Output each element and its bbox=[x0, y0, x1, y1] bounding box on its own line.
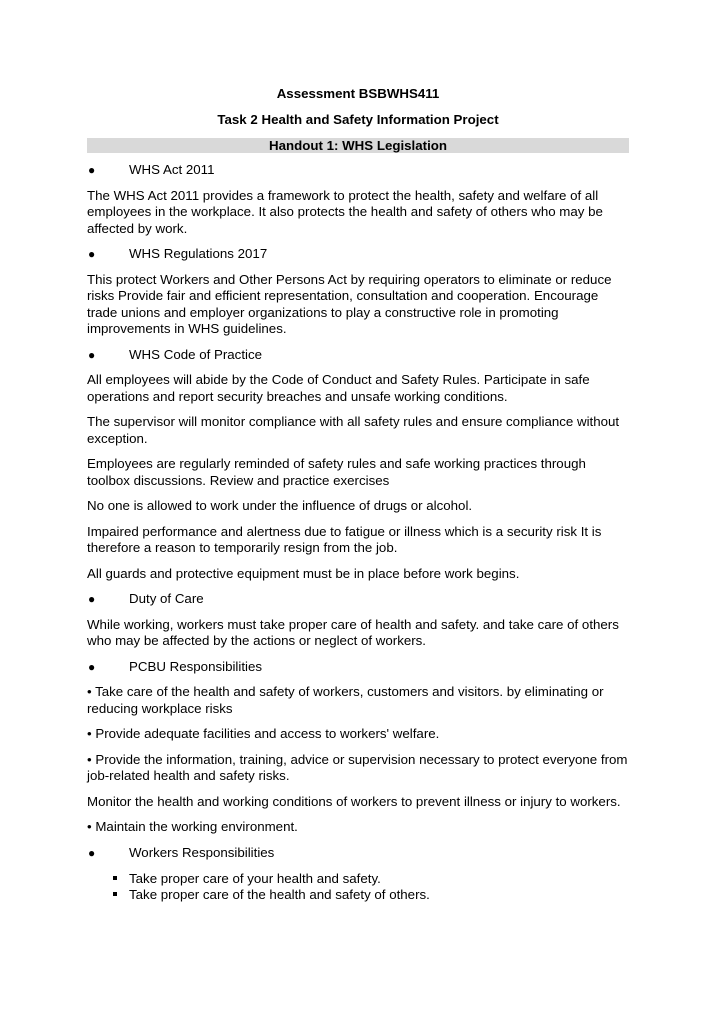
section-heading-code-of-practice bbox=[87, 347, 629, 364]
section-heading-label: WHS Code of Practice bbox=[129, 346, 263, 362]
paragraph: Impaired performance and alertness due to fatigue or illness which is a security risk It is therefore a reason to temporarily resign from the job. bbox=[87, 523, 602, 555]
paragraph: Employees are regularly reminded of safety rules and safe working practices through toolbox discussions. Review and practice exercises bbox=[87, 456, 586, 488]
section-heading-label: PCBU Responsibilities bbox=[129, 658, 263, 674]
document-body bbox=[87, 86, 629, 903]
list-item bbox=[87, 871, 629, 887]
list-item bbox=[87, 887, 629, 903]
paragraph: While working, workers must take proper care of health and safety. and take care of others who may be affected by the actions or neglect of workers. bbox=[87, 616, 619, 648]
square-bullet-icon bbox=[113, 876, 117, 880]
document-title: Assessment BSBWHS411 bbox=[276, 86, 440, 101]
section-heading-whs-regulations bbox=[87, 246, 629, 263]
paragraph: • Take care of the health and safety of workers, customers and visitors. by eliminating or reducing workplace risks bbox=[87, 684, 604, 716]
section-heading-label: Workers Responsibilities bbox=[129, 844, 275, 860]
paragraph: • Maintain the working environment. bbox=[87, 819, 298, 834]
bullet-icon: ● bbox=[88, 347, 96, 362]
handout-banner: Handout 1: WHS Legislation bbox=[87, 138, 629, 153]
bullet-icon: ● bbox=[88, 592, 96, 606]
bullet-icon: ● bbox=[88, 845, 96, 860]
bullet-icon: ● bbox=[88, 659, 96, 674]
section-heading-duty-of-care bbox=[87, 591, 629, 608]
bullet-icon: ● bbox=[88, 163, 96, 177]
paragraph: All guards and protective equipment must be in place before work begins. bbox=[87, 565, 520, 581]
paragraph: Monitor the health and working conditions of workers to prevent illness or injury to workers. bbox=[87, 793, 621, 809]
square-bullet-icon bbox=[113, 892, 117, 896]
list-item-text: Take proper care of your health and safety. bbox=[129, 871, 381, 886]
list-item-text: Take proper care of the health and safety of others. bbox=[129, 887, 430, 902]
document-subtitle: Task 2 Health and Safety Information Project bbox=[217, 111, 499, 127]
paragraph: • Provide adequate facilities and access to workers' welfare. bbox=[87, 726, 440, 741]
section-heading-label: WHS Act 2011 bbox=[129, 162, 215, 177]
bullet-icon: ● bbox=[88, 247, 96, 261]
paragraph: No one is allowed to work under the influence of drugs or alcohol. bbox=[87, 498, 473, 513]
paragraph: The WHS Act 2011 provides a framework to protect the health, safety and welfare of all employees in the workplace. It also protects the health and safety of others who may be affected by work. bbox=[87, 187, 603, 236]
section-heading-pcbu-responsibilities bbox=[87, 659, 629, 676]
section-heading-label: WHS Regulations 2017 bbox=[129, 246, 268, 261]
section-heading-label: Duty of Care bbox=[129, 591, 204, 606]
paragraph: • Provide the information, training, advice or supervision necessary to protect everyone from job-related health and safety risks. bbox=[87, 751, 628, 783]
workers-responsibilities-list bbox=[87, 871, 629, 903]
paragraph: The supervisor will monitor compliance with all safety rules and ensure compliance without exception. bbox=[87, 414, 620, 446]
paragraph: This protect Workers and Other Persons Act by requiring operators to eliminate or reduce risks Provide fair and efficient representation, consultation and cooperation. Encourage trade unions and employer organizations to play a constructive role in promoting improvements in WHS guidelines. bbox=[87, 271, 612, 336]
paragraph: All employees will abide by the Code of Conduct and Safety Rules. Participate in safe operations and report security breaches and unsafe working conditions. bbox=[87, 372, 590, 404]
section-heading-workers-responsibilities bbox=[87, 845, 629, 862]
section-heading-whs-act bbox=[87, 162, 629, 179]
